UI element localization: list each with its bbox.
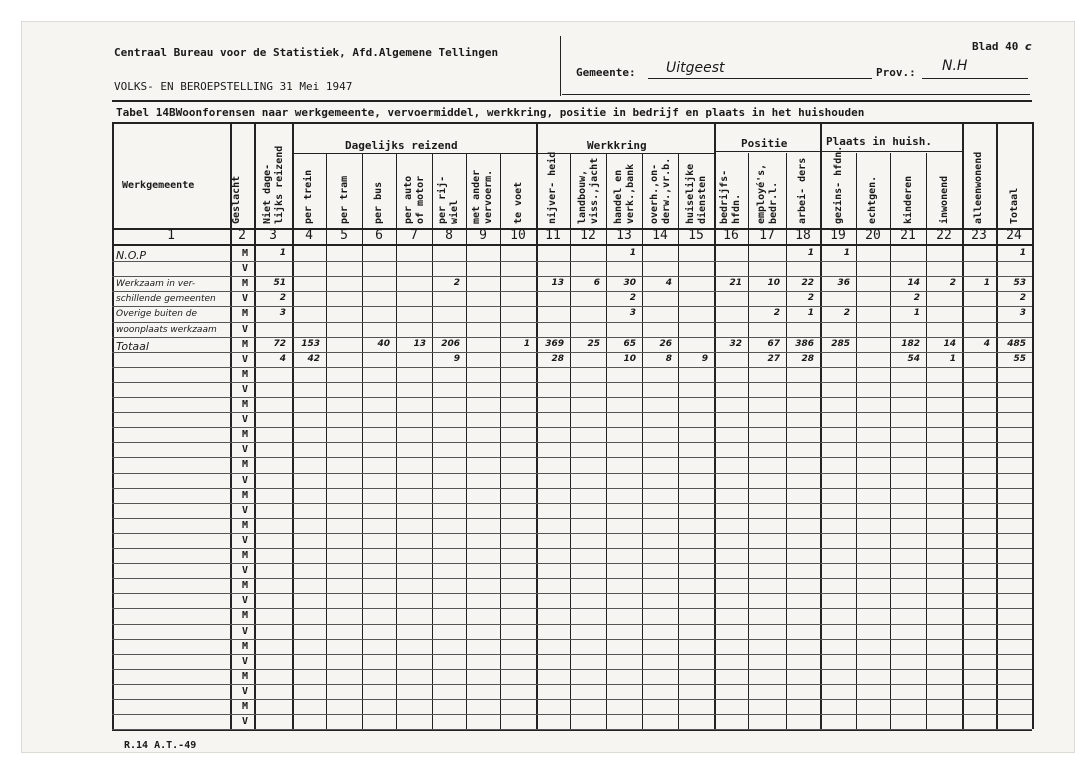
table-col-rule — [1032, 122, 1034, 729]
row-rule — [112, 639, 1032, 640]
prov-underline — [922, 78, 1028, 79]
data-cell: 14 — [907, 278, 920, 289]
data-cell: 53 — [1013, 278, 1026, 289]
row-rule — [112, 714, 1032, 715]
sex-marker: V — [241, 685, 249, 697]
data-cell: 9 — [453, 353, 460, 364]
data-cell: 13 — [551, 278, 564, 289]
row-label: N.O.P — [116, 249, 147, 262]
sex-marker: V — [241, 383, 249, 395]
data-cell: 10 — [623, 353, 636, 364]
group-header-positie: Positie — [741, 137, 788, 150]
sex-marker: V — [241, 293, 249, 305]
data-cell: 14 — [943, 338, 956, 349]
prov-label: Prov.: — [876, 66, 916, 79]
col-number-12: 12 — [580, 228, 596, 243]
col-header-19: gezins- hfdn. — [833, 145, 844, 224]
row-label: Werkzaam in ver- — [116, 279, 196, 290]
sex-marker: M — [241, 640, 249, 652]
sex-marker: M — [241, 489, 249, 501]
col-header-6: per bus — [373, 181, 384, 224]
prov-value: N.H — [942, 58, 968, 74]
sex-marker: V — [241, 565, 249, 577]
row-rule — [112, 337, 1032, 338]
col-number-11: 11 — [545, 228, 561, 243]
col-number-23: 23 — [971, 228, 987, 243]
col-number-6: 6 — [375, 228, 383, 243]
sex-marker: V — [241, 474, 249, 486]
data-cell: 3 — [279, 308, 286, 319]
row-rule — [112, 352, 1032, 353]
row-rule — [112, 457, 1032, 458]
data-cell: 42 — [307, 353, 320, 364]
sex-marker: M — [241, 580, 249, 592]
data-cell: 72 — [273, 338, 286, 349]
data-cell: 65 — [623, 338, 636, 349]
table-title: Tabel 14BWoonforensen naar werkgemeente, vervoermiddel, werkkring, positie in bedrijf en plaats in het huishouden — [116, 106, 865, 119]
data-cell: 3 — [629, 308, 636, 319]
data-cell: 2 — [913, 293, 920, 304]
col-number-17: 17 — [759, 228, 775, 243]
sex-marker: M — [241, 338, 249, 350]
sex-marker: M — [241, 519, 249, 531]
bureau-title: Centraal Bureau voor de Statistiek, Afd.Algemene Tellingen — [114, 46, 499, 59]
row-rule — [112, 563, 1032, 564]
data-cell: 10 — [767, 278, 780, 289]
data-cell: 67 — [767, 338, 780, 349]
col-header-20: echtgen. — [867, 175, 878, 224]
data-cell: 2 — [453, 278, 460, 289]
row-rule — [112, 291, 1032, 292]
col-number-14: 14 — [652, 228, 668, 243]
data-cell: 28 — [801, 353, 814, 364]
data-cell: 4 — [983, 338, 990, 349]
data-cell: 4 — [665, 278, 672, 289]
data-cell: 22 — [801, 278, 814, 289]
row-rule — [112, 427, 1032, 428]
col-header-16: bedrijfs- hfdn. — [719, 169, 742, 224]
col-number-9: 9 — [479, 228, 487, 243]
row-rule — [112, 654, 1032, 655]
col-number-4: 4 — [305, 228, 313, 243]
data-cell: 182 — [901, 338, 920, 349]
data-cell: 153 — [301, 338, 320, 349]
col-number-21: 21 — [900, 228, 916, 243]
sex-marker: V — [241, 625, 249, 637]
data-cell: 1 — [807, 308, 814, 319]
col-header-8: per rij- wiel — [437, 175, 460, 224]
data-cell: 1 — [949, 353, 956, 364]
col-number-3: 3 — [269, 228, 277, 243]
row-rule — [112, 412, 1032, 413]
col-number-18: 18 — [795, 228, 811, 243]
col-header-4: per trein — [303, 169, 314, 224]
sex-marker: V — [241, 323, 249, 335]
data-cell: 54 — [907, 353, 920, 364]
data-cell: 36 — [837, 278, 850, 289]
blad-number: Blad 40 — [972, 40, 1019, 53]
colnum-bottom-rule — [112, 244, 1032, 246]
group-header-plaats: Plaats in huish. — [826, 135, 932, 148]
data-cell: 55 — [1013, 353, 1026, 364]
row-rule — [112, 729, 1032, 730]
sex-marker: M — [241, 308, 249, 320]
col-header-9: met ander vervoerm. — [471, 169, 494, 224]
sex-marker: M — [241, 670, 249, 682]
col-header-17: employé's, bedr.l. — [756, 163, 779, 224]
data-cell: 28 — [551, 353, 564, 364]
row-rule — [112, 276, 1032, 277]
col-number-22: 22 — [936, 228, 952, 243]
row-label: Overige buiten de — [116, 309, 198, 320]
data-cell: 51 — [273, 278, 286, 289]
data-cell: 2 — [807, 293, 814, 304]
data-cell: 2 — [843, 308, 850, 319]
col-header-3: Niet dage- lijks reizend — [262, 145, 285, 224]
col-header-11: nijver- heid — [547, 151, 558, 224]
row-rule — [112, 306, 1032, 307]
col-header-15: huiselijke diensten — [685, 163, 708, 224]
data-cell: 2 — [773, 308, 780, 319]
row-rule — [112, 473, 1032, 474]
data-cell: 1 — [523, 338, 530, 349]
data-cell: 27 — [767, 353, 780, 364]
col-number-1: 1 — [167, 228, 175, 243]
data-cell: 1 — [983, 278, 990, 289]
col-header-2: Geslacht — [231, 175, 242, 224]
sex-marker: V — [241, 716, 249, 728]
row-rule — [112, 367, 1032, 368]
data-cell: 9 — [701, 353, 708, 364]
data-cell: 485 — [1007, 338, 1026, 349]
sex-marker: V — [241, 504, 249, 516]
data-cell: 1 — [1019, 248, 1026, 258]
sex-marker: V — [241, 353, 249, 365]
row-rule — [112, 578, 1032, 579]
data-cell: 30 — [623, 278, 636, 289]
sex-marker: V — [241, 444, 249, 456]
data-cell: 40 — [377, 338, 390, 349]
data-cell: 206 — [441, 338, 460, 349]
data-cell: 1 — [279, 248, 286, 258]
header-rule-right — [562, 94, 1030, 95]
col-header-22: inwonend — [939, 175, 950, 224]
col-header-7: per auto of motor — [403, 175, 426, 224]
sex-marker: M — [241, 368, 249, 380]
data-cell: 2 — [949, 278, 956, 289]
group-header-werkkring: Werkkring — [587, 139, 647, 152]
row-rule — [112, 261, 1032, 262]
census-title: VOLKS- EN BEROEPSTELLING 31 Mei 1947 — [114, 80, 353, 93]
sex-marker: M — [241, 610, 249, 622]
data-cell: 8 — [665, 353, 672, 364]
data-cell: 1 — [913, 308, 920, 319]
blad-suffix: c — [1024, 40, 1032, 53]
row-label: woonplaats werkzaam — [116, 324, 217, 335]
col-number-2: 2 — [238, 228, 246, 243]
col-header-14: overh.,on- derw.,vr.b. — [649, 157, 672, 224]
sex-marker: M — [241, 399, 249, 410]
data-cell: 2 — [279, 293, 286, 304]
row-rule — [112, 684, 1032, 685]
sex-marker: M — [241, 429, 249, 441]
sex-marker: M — [241, 248, 249, 259]
data-cell: 1 — [629, 248, 636, 258]
row-label: schillende gemeenten — [116, 294, 216, 305]
data-cell: 386 — [795, 338, 814, 349]
col-header-24: Totaal — [1009, 187, 1020, 224]
data-cell: 2 — [629, 293, 636, 304]
sex-marker: M — [241, 550, 249, 561]
col-header-21: kinderen — [903, 175, 914, 224]
col-number-7: 7 — [410, 228, 418, 243]
col-header-werkgemeente: Werkgemeente — [122, 180, 195, 191]
row-rule — [112, 488, 1032, 489]
sex-marker: V — [241, 595, 249, 607]
data-cell: 4 — [279, 353, 286, 364]
col-number-16: 16 — [723, 228, 739, 243]
data-cell: 25 — [587, 338, 600, 349]
row-rule — [112, 533, 1032, 534]
col-header-12: landbouw, viss.,jacht — [577, 157, 600, 224]
data-cell: 13 — [413, 338, 426, 349]
col-number-20: 20 — [865, 228, 881, 243]
sex-marker: V — [241, 655, 249, 667]
row-label: Totaal — [116, 339, 149, 353]
row-rule — [112, 503, 1032, 504]
col-header-13: handel en verk.,bank — [613, 163, 636, 224]
gemeente-label: Gemeente: — [576, 66, 636, 79]
row-rule — [112, 699, 1032, 700]
row-rule — [112, 624, 1032, 625]
data-cell: 21 — [729, 278, 742, 289]
row-rule — [112, 518, 1032, 519]
sex-marker: V — [241, 414, 249, 426]
row-rule — [112, 382, 1032, 383]
data-cell: 1 — [843, 248, 850, 258]
census-form-sheet — [22, 22, 1074, 752]
data-cell: 2 — [1019, 293, 1026, 304]
col-number-19: 19 — [830, 228, 846, 243]
col-header-5: per tram — [339, 175, 350, 224]
row-rule — [112, 397, 1032, 398]
col-number-24: 24 — [1006, 228, 1022, 243]
row-rule — [112, 669, 1032, 670]
table-top-rule — [112, 122, 1032, 124]
col-number-8: 8 — [445, 228, 453, 243]
row-rule — [112, 608, 1032, 609]
blad-label — [972, 40, 1032, 53]
col-number-5: 5 — [340, 228, 348, 243]
col-header-23: alleenwonend — [973, 151, 984, 224]
gemeente-underline — [648, 78, 872, 79]
sex-marker: V — [241, 263, 249, 275]
col-header-10: te voet — [513, 181, 524, 224]
data-cell: 6 — [593, 278, 600, 289]
data-cell: 285 — [831, 338, 850, 349]
sex-marker: V — [241, 534, 249, 546]
gemeente-value: Uitgeest — [666, 60, 725, 76]
data-cell: 1 — [807, 248, 814, 258]
col-header-18: arbei- ders — [797, 157, 808, 224]
sex-marker: M — [241, 701, 249, 712]
header-divider — [560, 36, 561, 96]
header-rule-double — [112, 100, 1032, 102]
data-cell: 26 — [659, 338, 672, 349]
row-rule — [112, 442, 1032, 443]
row-rule — [112, 548, 1032, 549]
sex-marker: M — [241, 278, 249, 290]
row-rule — [112, 593, 1032, 594]
data-cell: 3 — [1019, 308, 1026, 319]
col-number-15: 15 — [688, 228, 704, 243]
data-cell: 32 — [729, 338, 742, 349]
col-number-10: 10 — [510, 228, 526, 243]
group-header-dagelijks: Dagelijks reizend — [345, 139, 458, 152]
col-number-13: 13 — [616, 228, 632, 243]
sex-marker: M — [241, 459, 249, 471]
form-code: R.14 A.T.-49 — [124, 740, 197, 751]
data-cell: 369 — [545, 338, 564, 349]
row-rule — [112, 322, 1032, 323]
